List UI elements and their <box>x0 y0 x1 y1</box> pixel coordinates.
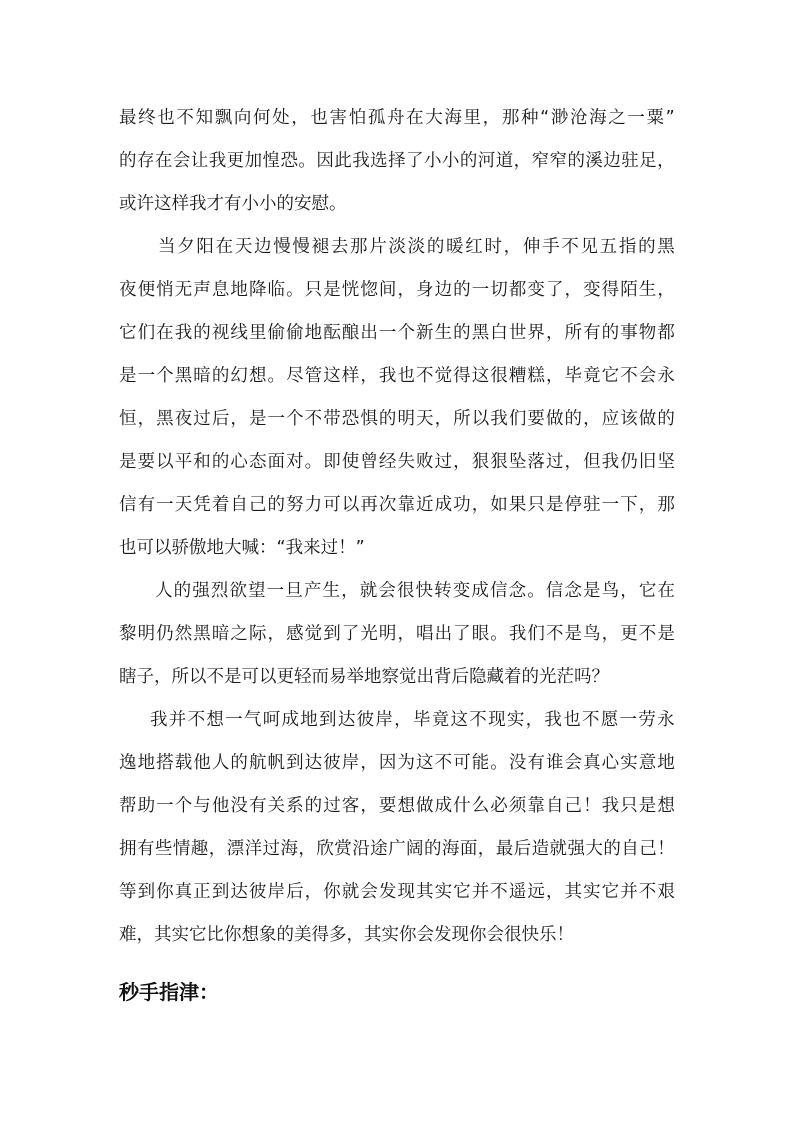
text-line: 黎 明 仍 然 黑 暗 之 际 ， 感 觉 到 了 光 明 ， 唱 出 了 眼 。 我 们 不 是 鸟 ， 更 不 是 <box>119 624 675 644</box>
text-line: 它 们 在 我 的 视 线 里 偷 偷 地 酝 酿 出 一 个 新 生 的 黑 白 世 界 ， 所 有 的 事 物 都 <box>119 323 675 343</box>
text-line: 瞎子，所以不是可以更轻而易举地察觉出背后隐藏着的光茫吗？ <box>119 667 609 687</box>
text-line: 信 有 一 天 凭 着 自 己 的 努 力 可 以 再 次 靠 近 成 功 ， 如 果 只 是 停 驻 一 下 ， 那 <box>119 495 675 515</box>
text-line: 等 到 你 真 正 到 达 彼 岸 后 ， 你 就 会 发 现 其 实 它 并 不 遥 远 ， 其 实 它 并 不 艰 <box>119 882 675 902</box>
text-line: 或许这样我才有小小的安慰。 <box>119 194 347 214</box>
text-line: 人 的 强 烈 欲 望 一 旦 产 生 ， 就 会 很 快 转 变 成 信 念 。 信 念 是 鸟 ， 它 在 <box>155 581 675 601</box>
text-line: 我 并 不 想 一 气 呵 成 地 到 达 彼 岸 ， 毕 竟 这 不 现 实 ， 我 也 不 愿 一 劳 永 <box>150 710 675 730</box>
text-line: 拥 有 些 情 趣 ， 漂 洋 过 海 ， 欣 赏 沿 途 广 阔 的 海 面 ， 最 后 造 就 强 大 的 自 己 ！ <box>119 839 675 859</box>
text-line: 是 一 个 黑 暗 的 幻 想 。 尽 管 这 样 ， 我 也 不 觉 得 这 很 糟 糕 ， 毕 竟 它 不 会 永 <box>119 366 675 386</box>
text-line: 当 夕 阳 在 天 边 慢 慢 褪 去 那 片 淡 淡 的 暖 红 时 ， 伸 手 不 见 五 指 的 黑 <box>158 237 675 257</box>
text-line: 的 存 在 会 让 我 更 加 惶 恐 。 因 此 我 选 择 了 小 小 的 河 道 ， 窄 窄 的 溪 边 驻 足 ， <box>119 151 675 171</box>
text-line: 夜 便 悄 无 声 息 地 降 临 。 只 是 恍 惚 间 ， 身 边 的 一 切 都 变 了 ， 变 得 陌 生 ， <box>119 280 675 300</box>
text-line: 最 终 也 不 知 飘 向 何 处 ， 也 害 怕 孤 舟 在 大 海 里 ， 那 种 “ 渺 沧 海 之 一 粟 ” <box>119 108 675 128</box>
text-line: 帮 助 一 个 与 他 没 有 关 系 的 过 客 ， 要 想 做 成 什 么 必 须 靠 自 己 ！ 我 只 是 想 <box>119 796 675 816</box>
text-line: 逸 地 搭 载 他 人 的 航 帆 到 达 彼 岸 ， 因 为 这 不 可 能 。 没 有 谁 会 真 心 实 意 地 <box>119 753 675 773</box>
text-line: 也可以骄傲地大喊：“我来过！” <box>119 538 365 558</box>
text-line: 是 要 以 平 和 的 心 态 面 对 。 即 使 曾 经 失 败 过 ， 狠 狠 坠 落 过 ， 但 我 仍 旧 坚 <box>119 452 675 472</box>
text-line: 恒 ， 黑 夜 过 后 ， 是 一 个 不 带 恐 惧 的 明 天 ， 所 以 我 们 要 做 的 ， 应 该 做 的 <box>119 409 675 429</box>
section-heading: 秒手指津： <box>119 980 219 1004</box>
text-line: 难，其实它比你想象的美得多，其实你会发现你会很快乐！ <box>119 925 574 945</box>
